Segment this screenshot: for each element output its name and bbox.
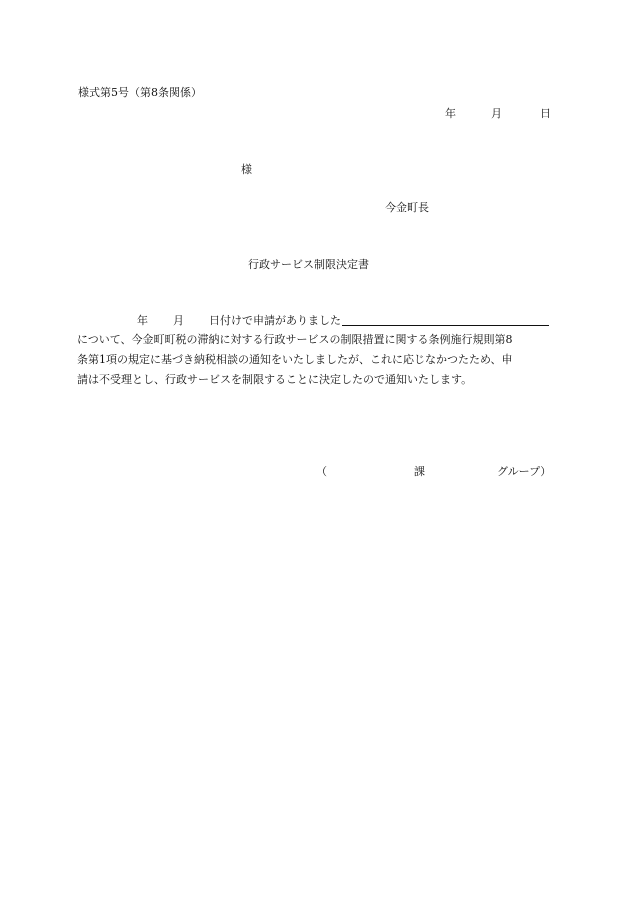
body-line: 請は不受理とし、行政サービスを制限することに決定したので通知いたします。	[77, 373, 473, 386]
contact-group-label: グループ）	[497, 465, 552, 478]
application-month-label: 月	[173, 314, 184, 327]
issuer-name: 今金町長	[385, 201, 429, 214]
document-title: 行政サービス制限決定書	[248, 258, 369, 271]
date-day-label: 日	[540, 107, 551, 120]
contact-open-paren: （	[316, 465, 327, 478]
application-date-text: 日付けで申請がありました	[209, 314, 341, 327]
addressee-suffix: 様	[241, 163, 252, 176]
date-year-label: 年	[445, 107, 456, 120]
notice-body	[77, 330, 550, 390]
body-line: 条第1項の規定に基づき納税相談の通知をいたしましたが、これに応じなかつたため、申	[77, 353, 513, 366]
body-line: について、今金町町税の滞納に対する行政サービスの制限措置に関する条例施行規則第8	[77, 333, 513, 346]
application-blank-line	[342, 325, 549, 326]
contact-department-label: 課	[414, 465, 425, 478]
form-number: 様式第5号（第8条関係）	[78, 86, 202, 99]
application-year-label: 年	[137, 314, 148, 327]
date-month-label: 月	[491, 107, 502, 120]
